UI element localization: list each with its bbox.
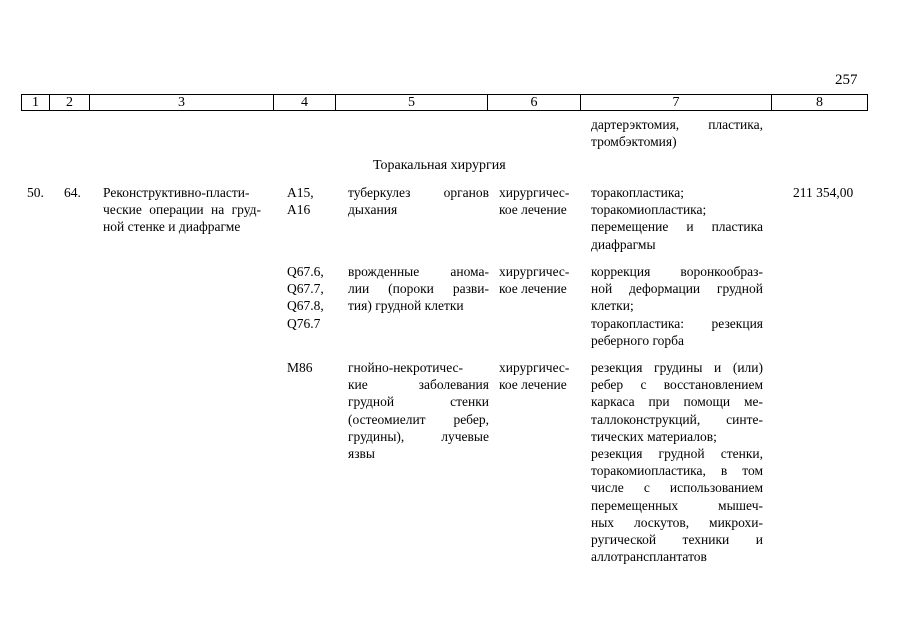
column-number-header bbox=[21, 94, 868, 111]
icd-codes-entry-1: A15, A16 bbox=[287, 185, 314, 218]
icd-codes-entry-2: Q67.6, Q67.7, Q67.8, Q76.7 bbox=[287, 264, 324, 331]
icd-codes-entry-3: M86 bbox=[287, 360, 313, 375]
column-5-number: 5 bbox=[336, 95, 488, 111]
diagnosis-entry-2: врожденные анома- лии (пороки разви- тия) грудной клетки bbox=[348, 264, 489, 314]
method-entry-1: торакопластика; торакомиопластика; перемещение и пластика диафрагмы bbox=[591, 185, 763, 252]
treatment-entry-3: хирургичес- кое лечение bbox=[499, 360, 570, 393]
column-6-number: 6 bbox=[488, 95, 581, 111]
price: 211 354,00 bbox=[793, 185, 854, 200]
column-2-number: 2 bbox=[50, 95, 90, 111]
treatment-entry-1: хирургичес- кое лечение bbox=[499, 185, 570, 218]
row-number-1: 50. bbox=[27, 185, 44, 200]
procedure-name: Реконструктивно-пласти- ческие операции на груд- ной стенке и диафрагме bbox=[103, 185, 261, 235]
diagnosis-entry-1: туберкулез органов дыхания bbox=[348, 185, 489, 218]
page-number: 257 bbox=[835, 72, 858, 88]
section-title: Торакальная хирургия bbox=[373, 158, 506, 173]
continuation-text: дартерэктомия, пластика, тромбэктомия) bbox=[591, 117, 763, 150]
method-entry-2: коррекция воронкообраз- ной деформации грудной клетки; торакопластика: резекция реберного горба bbox=[591, 264, 763, 348]
row-number-2: 64. bbox=[64, 185, 81, 200]
column-3-number: 3 bbox=[90, 95, 274, 111]
column-1-number: 1 bbox=[22, 95, 50, 111]
treatment-entry-2: хирургичес- кое лечение bbox=[499, 264, 570, 297]
column-8-number: 8 bbox=[772, 95, 868, 111]
diagnosis-entry-3: гнойно-некротичес- кие заболевания грудной стенки (остеомиелит ребер, грудины), лучевые язвы bbox=[348, 360, 489, 462]
column-4-number: 4 bbox=[274, 95, 336, 111]
column-7-number: 7 bbox=[581, 95, 772, 111]
method-entry-3: резекция грудины и (или) ребер с восстановлением каркаса при помощи ме- таллоконструкций, синте- тических материалов; резекция грудной стенки, торакомиопластика, в том числе с использованием перемещенных мышеч- ных лоскутов, микрохи- ругической техники и аллотрансплантатов bbox=[591, 360, 763, 565]
